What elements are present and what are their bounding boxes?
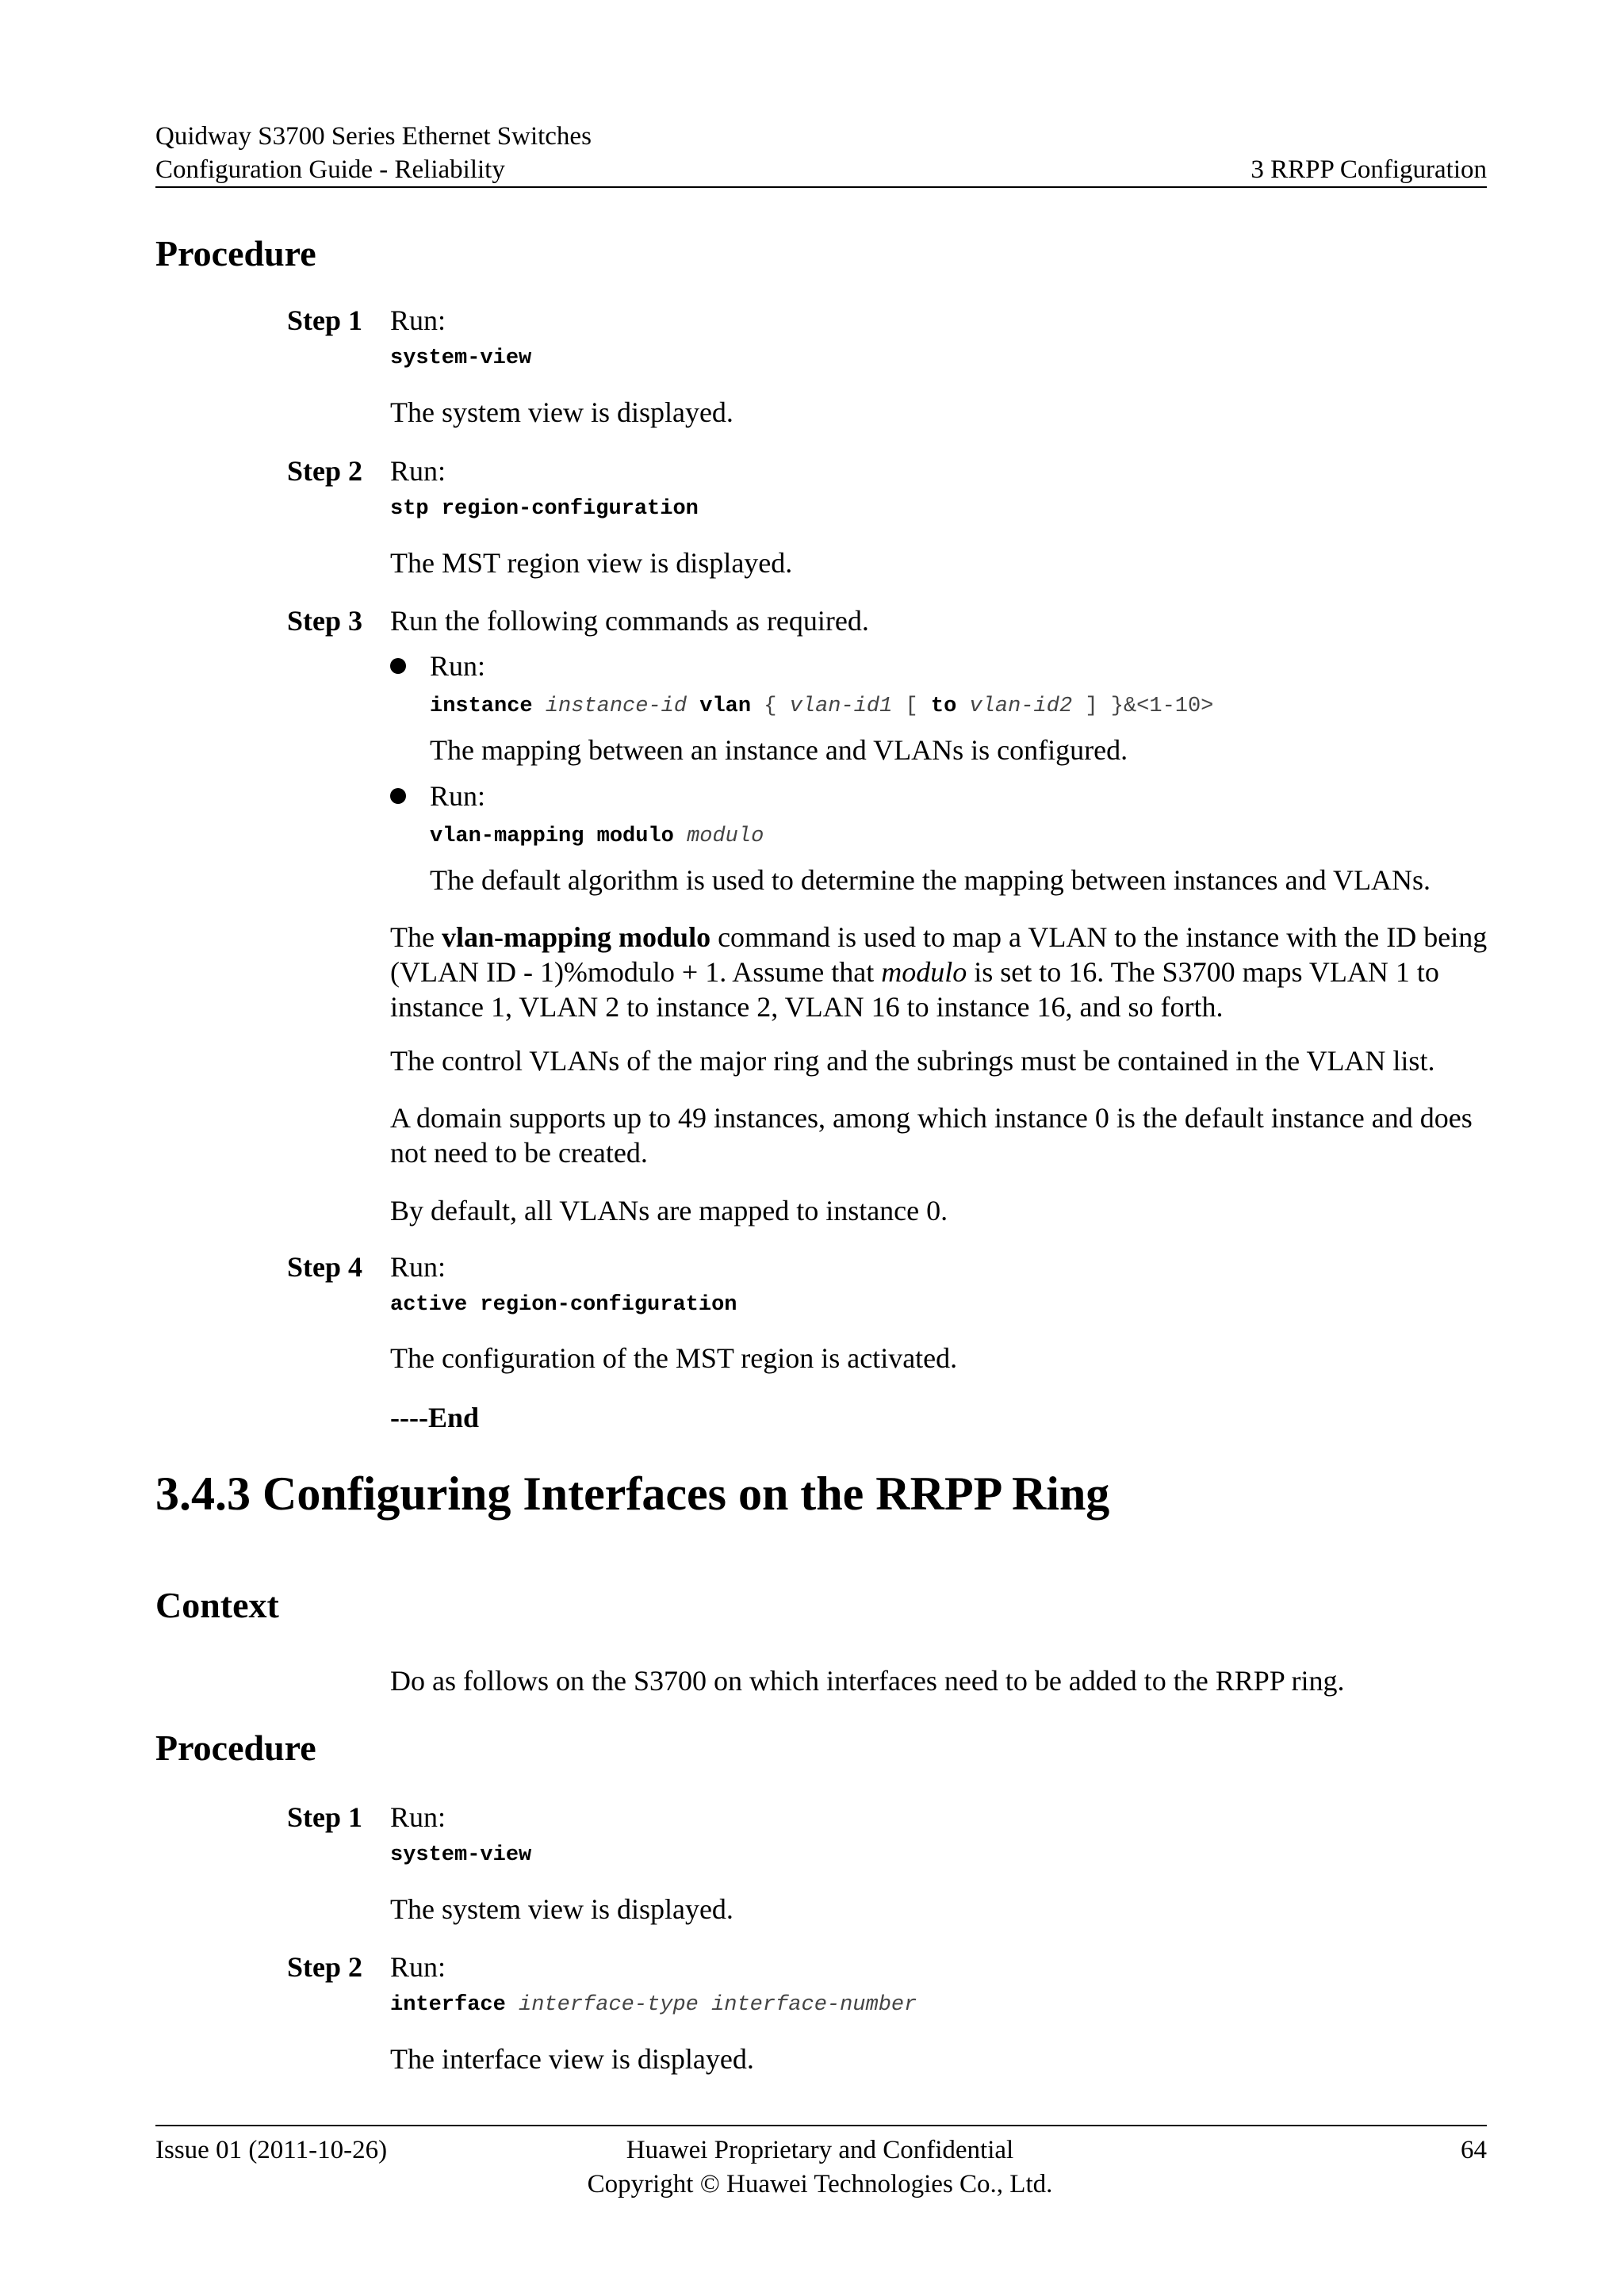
command-line — [390, 1992, 917, 2019]
bullet-description: The default algorithm is used to determine the mapping between instances and VLANs. — [430, 864, 1431, 896]
procedure-heading: Procedure — [155, 1728, 316, 1768]
command-argument: interface-type interface-number — [519, 1993, 917, 2017]
footer-copyright: Copyright © Huawei Technologies Co., Ltd. — [587, 2170, 1053, 2198]
run-label: Run: — [430, 780, 486, 812]
step-description: The configuration of the MST region is activated. — [390, 1342, 958, 1374]
paragraph-default: By default, all VLANs are mapped to instance 0. — [390, 1195, 948, 1226]
command-symbol: { — [764, 695, 777, 718]
header-guide: Configuration Guide - Reliability — [155, 155, 505, 184]
step-label: Step 1 — [287, 304, 363, 336]
run-label: Run: — [430, 650, 486, 682]
paragraph-text: The — [390, 921, 442, 953]
run-label: Run: — [390, 1801, 446, 1833]
command-keyword: interface — [390, 1993, 506, 2017]
step-description: The MST region view is displayed. — [390, 547, 793, 579]
command-argument: modulo — [687, 825, 764, 848]
paragraph-command: vlan-mapping modulo — [441, 921, 711, 953]
command-keyword: vlan — [699, 695, 752, 718]
command-argument: vlan-id1 — [789, 695, 893, 718]
context-heading: Context — [155, 1585, 279, 1625]
step-description: Run the following commands as required. — [390, 605, 869, 637]
section-title: 3.4.3 Configuring Interfaces on the RRPP Ring — [155, 1468, 1110, 1520]
bullet-dot — [390, 658, 406, 674]
command-argument: instance-id — [545, 695, 688, 718]
command-line — [390, 496, 699, 522]
step-description: The system view is displayed. — [390, 1893, 733, 1925]
step-label: Step 1 — [287, 1801, 363, 1833]
command-keyword: instance — [430, 695, 533, 718]
command-line — [430, 823, 764, 850]
command-argument: vlan-id2 — [969, 695, 1073, 718]
context-text: Do as follows on the S3700 on which interfaces need to be added to the RRPP ring. — [390, 1665, 1345, 1697]
paragraph-vlan-mapping — [390, 920, 1492, 1024]
header-product: Quidway S3700 Series Ethernet Switches — [155, 122, 592, 151]
command-symbol: [ — [905, 695, 918, 718]
footer-rule — [155, 2125, 1487, 2126]
procedure-heading: Procedure — [155, 233, 316, 274]
step-label: Step 2 — [287, 455, 363, 487]
end-marker: ----End — [390, 1402, 480, 1433]
bullet-dot — [390, 788, 406, 804]
header-rule — [155, 186, 1487, 188]
command-keyword: stp region-configuration — [390, 497, 699, 521]
paragraph-text: is set to 16. The S3700 maps VLAN 1 to instance 1, VLAN 2 to instance 2, VLAN 16 to instance 16, and so forth. — [390, 956, 1439, 1023]
step-label: Step 3 — [287, 605, 363, 637]
command-keyword: system-view — [390, 1843, 532, 1867]
paragraph-text: command is used to map a VLAN to the instance with the ID being (VLAN ID - 1)%modulo + 1. Assume that — [390, 921, 1488, 988]
command-keyword: to — [930, 695, 957, 718]
command-line — [430, 693, 1213, 720]
paragraph-control-vlans: The control VLANs of the major ring and the subrings must be contained in the VLAN list. — [390, 1045, 1435, 1077]
command-keyword: active region-configuration — [390, 1293, 737, 1317]
paragraph-instances: A domain supports up to 49 instances, among which instance 0 is the default instance and does not need to be created. — [390, 1102, 1473, 1169]
step-description: The system view is displayed. — [390, 396, 733, 428]
command-line — [390, 1842, 531, 1869]
bullet-description: The mapping between an instance and VLANs is configured. — [430, 734, 1128, 766]
step-description: The interface view is displayed. — [390, 2043, 754, 2075]
header-chapter: 3 RRPP Configuration — [1251, 155, 1487, 184]
command-keyword: vlan-mapping modulo — [430, 825, 674, 848]
run-label: Run: — [390, 1251, 446, 1283]
command-line — [390, 1292, 737, 1318]
step-label: Step 2 — [287, 1951, 363, 1983]
step-label: Step 4 — [287, 1251, 363, 1283]
command-line — [390, 345, 531, 372]
command-symbol: ] }&<1-10> — [1085, 695, 1214, 718]
command-keyword: system-view — [390, 346, 532, 370]
footer-page-number: 64 — [1461, 2136, 1487, 2164]
footer-issue: Issue 01 (2011-10-26) — [155, 2136, 388, 2164]
run-label: Run: — [390, 1951, 446, 1983]
run-label: Run: — [390, 455, 446, 487]
run-label: Run: — [390, 304, 446, 336]
footer-proprietary: Huawei Proprietary and Confidential — [626, 2136, 1014, 2164]
paragraph-argument: modulo — [881, 956, 967, 988]
